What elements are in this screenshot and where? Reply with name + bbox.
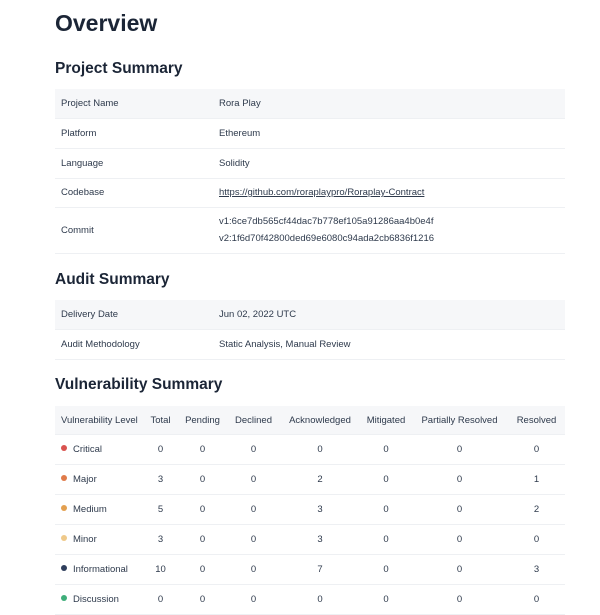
count-cell: 0 bbox=[228, 435, 279, 465]
level-cell bbox=[55, 435, 144, 465]
level-cell bbox=[55, 495, 144, 525]
audit-summary-heading: Audit Summary bbox=[55, 271, 170, 288]
codebase-link[interactable]: https://github.com/roraplaypro/Roraplay-Contract bbox=[219, 187, 425, 198]
commit-v2: v2:1f6d70f42800ded69e6080c94ada2cb6836f1216 bbox=[219, 233, 435, 244]
count-cell: 0 bbox=[177, 495, 228, 525]
codebase-row bbox=[55, 178, 565, 207]
count-cell: 0 bbox=[411, 555, 508, 585]
count-cell: 3 bbox=[279, 525, 361, 555]
methodology-label: Audit Methodology bbox=[55, 329, 207, 359]
count-cell: 0 bbox=[361, 555, 411, 585]
severity-dot-icon bbox=[61, 475, 67, 481]
severity-dot-icon bbox=[61, 445, 67, 451]
count-cell: 0 bbox=[279, 435, 361, 465]
count-cell: 0 bbox=[508, 435, 565, 465]
count-cell: 0 bbox=[411, 585, 508, 615]
codebase-label: Codebase bbox=[55, 178, 207, 207]
project-name-row bbox=[55, 89, 565, 118]
count-cell: 0 bbox=[177, 465, 228, 495]
count-cell: 5 bbox=[144, 495, 177, 525]
level-label: Major bbox=[73, 474, 97, 485]
severity-dot-icon bbox=[61, 505, 67, 511]
level-label: Discussion bbox=[73, 594, 119, 605]
platform-value: Ethereum bbox=[207, 118, 565, 148]
vulnerability-row-major bbox=[55, 465, 565, 495]
vulnerability-row-informational bbox=[55, 555, 565, 585]
count-cell: 0 bbox=[228, 525, 279, 555]
count-cell: 2 bbox=[279, 465, 361, 495]
level-cell bbox=[55, 585, 144, 615]
audit-summary-table bbox=[55, 300, 565, 360]
count-cell: 0 bbox=[411, 465, 508, 495]
level-cell bbox=[55, 525, 144, 555]
delivery-date-value: Jun 02, 2022 UTC bbox=[207, 300, 565, 329]
language-value: Solidity bbox=[207, 148, 565, 178]
vulnerability-row-critical bbox=[55, 435, 565, 465]
count-cell: 0 bbox=[361, 465, 411, 495]
col-header: Acknowledged bbox=[279, 406, 361, 435]
platform-row bbox=[55, 118, 565, 148]
count-cell: 0 bbox=[144, 435, 177, 465]
count-cell: 0 bbox=[279, 585, 361, 615]
count-cell: 0 bbox=[361, 495, 411, 525]
count-cell: 0 bbox=[361, 525, 411, 555]
count-cell: 0 bbox=[411, 495, 508, 525]
vulnerability-summary-heading: Vulnerability Summary bbox=[55, 376, 223, 393]
count-cell: 3 bbox=[144, 465, 177, 495]
count-cell: 0 bbox=[228, 495, 279, 525]
commit-row bbox=[55, 207, 565, 253]
count-cell: 0 bbox=[508, 525, 565, 555]
count-cell: 0 bbox=[361, 435, 411, 465]
col-header: Resolved bbox=[508, 406, 565, 435]
col-header: Total bbox=[144, 406, 177, 435]
count-cell: 0 bbox=[411, 525, 508, 555]
level-label: Critical bbox=[73, 444, 103, 455]
methodology-value: Static Analysis, Manual Review bbox=[207, 329, 565, 359]
language-label: Language bbox=[55, 148, 207, 178]
count-cell: 1 bbox=[508, 465, 565, 495]
count-cell: 0 bbox=[177, 435, 228, 465]
count-cell: 0 bbox=[177, 555, 228, 585]
count-cell: 0 bbox=[361, 585, 411, 615]
vulnerability-row-minor bbox=[55, 525, 565, 555]
vulnerability-row-discussion bbox=[55, 585, 565, 615]
level-label: Medium bbox=[73, 504, 107, 515]
count-cell: 0 bbox=[144, 585, 177, 615]
level-cell bbox=[55, 555, 144, 585]
level-label: Informational bbox=[73, 564, 128, 575]
count-cell: 0 bbox=[228, 555, 279, 585]
count-cell: 0 bbox=[177, 525, 228, 555]
count-cell: 0 bbox=[228, 585, 279, 615]
project-summary-table bbox=[55, 89, 565, 254]
count-cell: 3 bbox=[279, 495, 361, 525]
severity-dot-icon bbox=[61, 595, 67, 601]
vulnerability-row-medium bbox=[55, 495, 565, 525]
count-cell: 7 bbox=[279, 555, 361, 585]
vulnerability-table bbox=[55, 406, 565, 615]
vulnerability-header-row bbox=[55, 406, 565, 435]
severity-dot-icon bbox=[61, 565, 67, 571]
severity-dot-icon bbox=[61, 535, 67, 541]
count-cell: 2 bbox=[508, 495, 565, 525]
col-header: Partially Resolved bbox=[411, 406, 508, 435]
delivery-date-row bbox=[55, 300, 565, 329]
methodology-row bbox=[55, 329, 565, 359]
level-cell bbox=[55, 465, 144, 495]
commit-v1: v1:6ce7db565cf44dac7b778ef105a91286aa4b0e4f bbox=[219, 216, 434, 227]
project-name-value: Rora Play bbox=[207, 89, 565, 118]
page-title: Overview bbox=[55, 10, 158, 36]
count-cell: 0 bbox=[411, 435, 508, 465]
col-header: Vulnerability Level bbox=[55, 406, 144, 435]
count-cell: 10 bbox=[144, 555, 177, 585]
count-cell: 3 bbox=[144, 525, 177, 555]
count-cell: 0 bbox=[508, 585, 565, 615]
project-name-label: Project Name bbox=[55, 89, 207, 118]
count-cell: 0 bbox=[177, 585, 228, 615]
level-label: Minor bbox=[73, 534, 97, 545]
col-header: Mitigated bbox=[361, 406, 411, 435]
platform-label: Platform bbox=[55, 118, 207, 148]
col-header: Declined bbox=[228, 406, 279, 435]
count-cell: 0 bbox=[228, 465, 279, 495]
language-row bbox=[55, 148, 565, 178]
col-header: Pending bbox=[177, 406, 228, 435]
commit-label: Commit bbox=[55, 207, 207, 253]
project-summary-heading: Project Summary bbox=[55, 60, 183, 77]
count-cell: 3 bbox=[508, 555, 565, 585]
delivery-date-label: Delivery Date bbox=[55, 300, 207, 329]
